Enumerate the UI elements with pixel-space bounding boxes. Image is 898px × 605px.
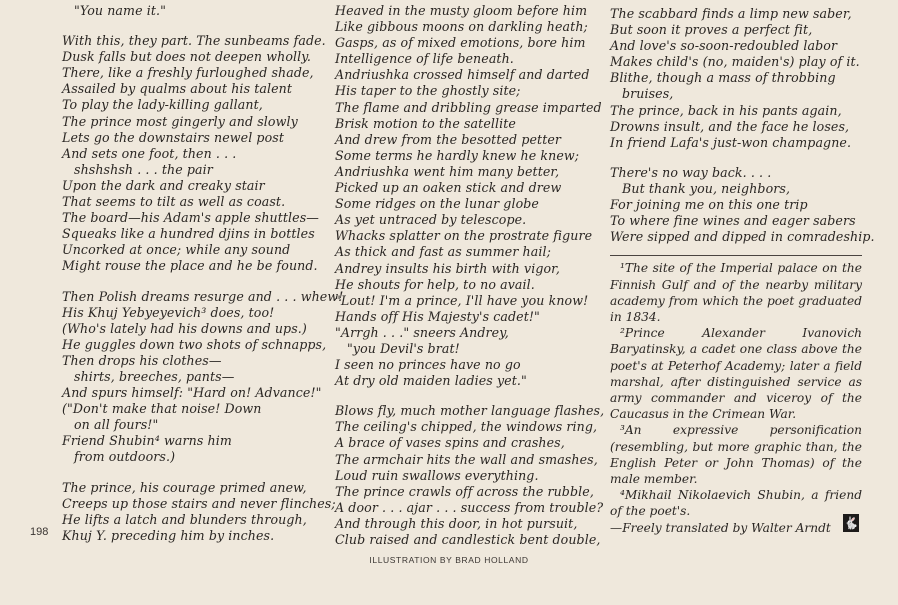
poem-line: Makes child's (no, maiden's) play of it. (610, 54, 860, 70)
poem-line: Andriushka went him many better, (335, 163, 560, 179)
poem-line: Whacks splatter on the prostrate figure (335, 228, 593, 244)
footnotes (610, 260, 862, 535)
poem-line: Upon the dark and creaky stair (62, 177, 265, 193)
poem-line: Loud ruin swallows everything. (335, 467, 539, 483)
column-right (610, 6, 875, 536)
poem-line: "Lout! I'm a prince, I'll have you know! (335, 292, 589, 308)
stanza (335, 3, 600, 389)
poem-line: Then Polish dreams resurge and . . . whew! (62, 288, 344, 304)
poem-line: There's no way back. . . . (610, 164, 772, 180)
poem-line: The ceiling's chipped, the windows ring, (335, 419, 598, 435)
poem-line: And spurs himself: "Hard on! Advance!" (62, 385, 322, 401)
poem-line: Dusk falls but does not deepen wholly. (62, 49, 311, 65)
poem-line: With this, they part. The sunbeams fade. (62, 33, 326, 49)
poem-line: Lets go the downstairs newel post (62, 129, 284, 145)
poem-line: Heaved in the musty gloom before him (335, 3, 588, 18)
poem-line: "you Devil's brat! (347, 340, 460, 356)
poem-line: Andriushka crossed himself and darted (335, 67, 590, 83)
poem-line: from outdoors.) (74, 449, 176, 465)
footnote: ²Prince Alexander Ivanovich Baryatinsky, a cadet one class above the poet's at Peterhof Academy; later a field marshal, after distinguished service as army commander and viceroy of the Caucasus in the Crimean War. (610, 326, 862, 422)
poem-line: The board—his Adam's apple shuttles— (62, 210, 319, 226)
stanza (62, 33, 326, 274)
poem-line: The prince, his courage primed anew, (62, 479, 307, 495)
poem-line: Some ridges on the lunar globe (335, 196, 539, 212)
stanza (62, 479, 336, 544)
rabbit-head-icon: 🐇 (843, 516, 859, 530)
poem-line: Were sipped and dipped in comradeship. (610, 229, 875, 245)
poem-line: As yet untraced by telescope. (335, 212, 527, 228)
footnote: ⁴Mikhail Nikolaevich Shubin, a friend of the poet's. (610, 488, 862, 519)
poem-line: on all fours!" (74, 417, 159, 433)
poem-line: The armchair hits the wall and smashes, (335, 451, 598, 467)
poem-line: As thick and fast as summer hail; (335, 244, 551, 260)
poem-line: Squeaks like a hundred djins in bottles (62, 226, 315, 242)
poem-line: Club raised and candlestick bent double, (335, 532, 601, 547)
poem-line: Gasps, as of mixed emotions, bore him (335, 35, 586, 51)
poem-line: And drew from the besotted petter (335, 131, 562, 147)
poem-line: Then drops his clothes— (62, 352, 222, 368)
page-number: 198 (30, 526, 49, 538)
poem-line: He shouts for help, to no avail. (335, 276, 535, 292)
poem-line: Blithe, though a mass of throbbing (610, 70, 836, 86)
poem-line: Creeps up those stairs and never flinches; (62, 495, 336, 511)
poem-line: His Khuj Yebyeyevich³ does, too! (62, 304, 275, 320)
stanza (610, 164, 875, 245)
poem-line: A brace of vases spins and crashes, (335, 435, 565, 451)
poem-line: Assailed by qualms about his talent (62, 81, 293, 97)
stanza (335, 403, 605, 548)
poem-line: Picked up an oaken stick and drew (335, 180, 562, 196)
poem-line: (Who's lately had his downs and ups.) (62, 320, 307, 336)
poem-line: For joining me on this one trip (610, 197, 808, 213)
poem-line: The prince crawls off across the rubble, (335, 483, 594, 499)
footnote: ¹The site of the Imperial palace on the Finnish Gulf and of the nearby military academy from which the poet graduated in 1834. (610, 261, 862, 324)
poem-line: Some terms he hardly knew he knew; (335, 147, 580, 163)
column-middle (335, 3, 605, 548)
poem-line: And love's so-soon-redoubled labor (610, 38, 838, 54)
stanza (62, 288, 344, 466)
poem-line: A door . . . ajar . . . success from trouble? (335, 499, 604, 515)
poem-line: To play the lady-killing gallant, (62, 97, 263, 113)
poem-line: The flame and dribbling grease imparted (335, 99, 602, 115)
poem-line: Intelligence of life beneath. (335, 51, 514, 67)
poem-line: Blows fly, much mother language flashes, (335, 403, 605, 419)
stanza (610, 6, 870, 151)
poem-line: The scabbard finds a limp new saber, (610, 6, 852, 21)
poem-line: But thank you, neighbors, (622, 180, 791, 196)
poem-line: He lifts a latch and blunders through, (62, 511, 307, 527)
footnote: ³An expressive personification (resembling, but more graphic than, the English Peter or John Thomas) of the male member. (610, 423, 862, 486)
poem-line: "You name it." (74, 3, 167, 18)
poem-line: And through this door, in hot pursuit, (335, 515, 578, 531)
poem-line: But soon it proves a perfect fit, (610, 22, 813, 38)
poem-line: Hands off His Majesty's cadet!" (335, 308, 540, 324)
poem-line: There, like a freshly furloughed shade, (62, 65, 314, 81)
illustration-credit: ILLUSTRATION BY BRAD HOLLAND (369, 555, 529, 565)
poem-line: At dry old maiden ladies yet." (335, 373, 527, 389)
poem-line: He guggles down two shots of schnapps, (62, 336, 327, 352)
poem-line: That seems to tilt as well as coast. (62, 194, 286, 210)
poem-line: His taper to the ghostly site; (335, 83, 521, 99)
poem-line: Might rouse the place and he be found. (62, 258, 318, 274)
column-left (62, 0, 344, 544)
poem-line: Uncorked at once; while any sound (62, 242, 291, 258)
poem-line: Andrey insults his birth with vigor, (335, 260, 561, 276)
poem-line: Friend Shubin⁴ warns him (62, 433, 232, 449)
poem-line: The prince, back in his pants again, (610, 102, 842, 118)
translator-credit: —Freely translated by Walter Arndt (610, 520, 831, 535)
poem-line: The prince most gingerly and slowly (62, 113, 298, 129)
poem-line: "Arrgh . . ." sneers Andrey, (335, 324, 509, 340)
poem-line: Brisk motion to the satellite (335, 115, 516, 131)
poem-line: ("Don't make that noise! Down (62, 401, 262, 417)
poem-line: To where fine wines and eager sabers (610, 213, 856, 229)
poem-line: In friend Lafa's just-won champagne. (610, 134, 852, 150)
poem-line: bruises, (622, 86, 674, 102)
poem-line: Drowns insult, and the face he loses, (610, 118, 850, 134)
poem-line: shshshsh . . . the pair (74, 161, 213, 177)
poem-line: Khuj Y. preceding him by inches. (62, 527, 275, 543)
poem-line: shirts, breeches, pants— (74, 368, 235, 384)
poem-line: I seen no princes have no go (335, 357, 521, 373)
poem-line: Like gibbous moons on darkling heath; (335, 19, 588, 35)
poem-line: And sets one foot, then . . . (62, 145, 237, 161)
footnote-divider (610, 255, 862, 256)
